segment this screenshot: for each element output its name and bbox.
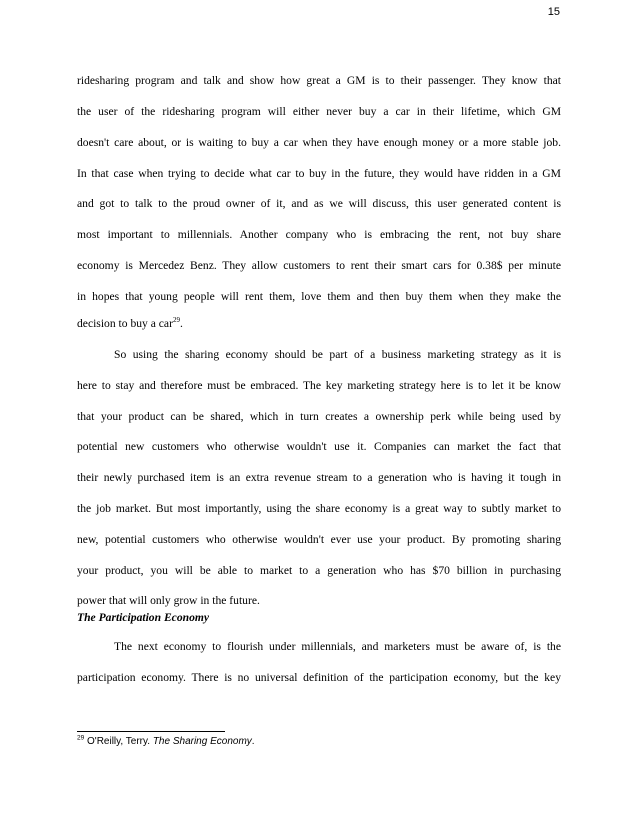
body-text-line: here to stay and therefore must be embraced. The key marketing strategy here is to let it be know — [77, 379, 561, 392]
footnote-number: 29 — [77, 734, 85, 742]
body-text-line: the user of the ridesharing program will either never buy a car in their lifetime, which GM — [77, 105, 561, 118]
body-text-line: The next economy to flourish under millennials, and marketers must be aware of, is the — [114, 640, 561, 653]
body-text-line: So using the sharing economy should be part of a business marketing strategy as it is — [114, 348, 561, 361]
body-text-line: the job market. But most importantly, using the share economy is a great way to subtly market to — [77, 502, 561, 515]
section-heading: The Participation Economy — [77, 611, 210, 624]
body-text-line: and got to talk to the proud owner of it, and as we will discuss, this user generated content is — [77, 197, 561, 210]
body-text-line: power that will only grow in the future. — [77, 594, 260, 607]
footnote-author: O'Reilly, Terry. — [87, 736, 153, 747]
body-text-line: most important to millennials. Another company who is embracing the rent, not buy share — [77, 228, 561, 241]
footnote-end: . — [251, 736, 255, 747]
footnote-title: The Sharing Economy — [152, 736, 252, 747]
body-text-line: economy is Mercedez Benz. They allow customers to rent their smart cars for 0.38$ per minute — [77, 259, 561, 272]
body-text-fragment: decision to buy a car — [77, 317, 173, 330]
body-text-fragment: . — [179, 317, 183, 330]
footnote-separator — [77, 731, 225, 732]
body-text-line: their newly purchased item is an extra revenue stream to a generation who is having it tough in — [77, 471, 561, 484]
body-text-line: in hopes that young people will rent them, love them and then buy them when they make the — [77, 290, 561, 303]
body-text-line: that your product can be shared, which in turn creates a ownership perk while being used by — [77, 410, 561, 423]
body-text-line: ridesharing program and talk and show how great a GM is to their passenger. They know that — [77, 74, 561, 87]
body-text-line: doesn't care about, or is waiting to buy a car when they have enough money or a more stable job. — [77, 136, 561, 149]
body-text-line: new, potential customers who otherwise wouldn't ever use your product. By promoting sharing — [77, 533, 561, 546]
body-text-line: your product, you will be able to market to a generation who has $70 billion in purchasing — [77, 564, 561, 577]
footnote-reference: 29 — [172, 316, 180, 325]
footnote — [77, 736, 255, 747]
body-text-line — [77, 317, 561, 331]
body-text-line: potential new customers who otherwise wouldn't use it. Companies can market the fact that — [77, 440, 561, 453]
body-text-line: participation economy. There is no universal definition of the participation economy, but the key — [77, 671, 561, 684]
body-text-line: In that case when trying to decide what car to buy in the future, they would have ridden in a GM — [77, 167, 561, 180]
page-number: 15 — [547, 6, 560, 18]
